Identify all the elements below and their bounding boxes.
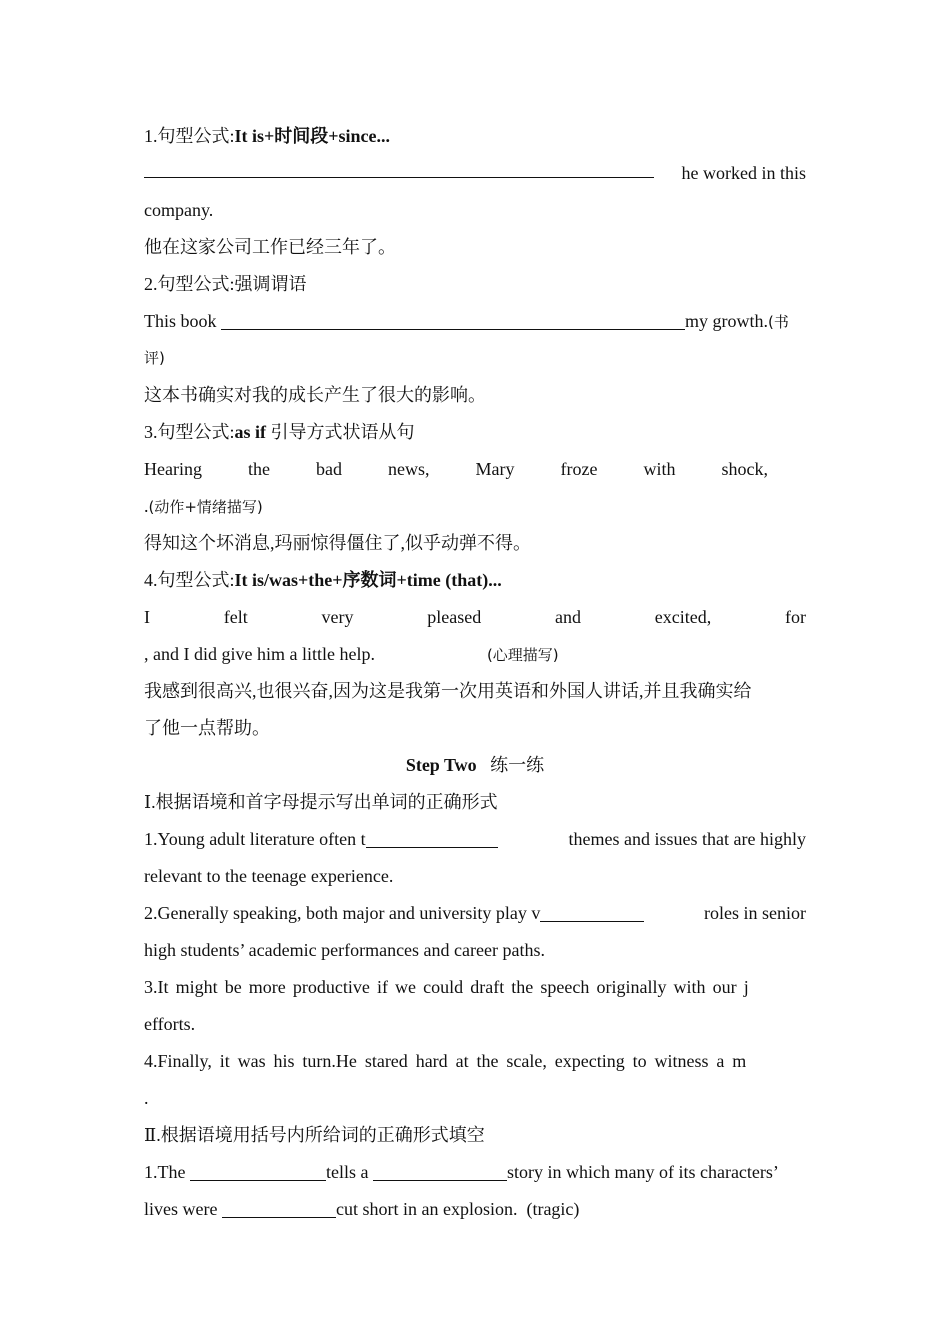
document-page (144, 118, 806, 1228)
section-1-title: Ⅰ.根据语境和首字母提示写出单词的正确形式 (144, 792, 498, 812)
answer-blank[interactable] (221, 307, 685, 330)
s1-item-2-cont: high students’ academic performances and career paths. (144, 940, 545, 960)
answer-blank[interactable] (373, 1158, 507, 1181)
q4-chinese-2: 了他一点帮助。 (144, 718, 270, 738)
q2-heading: 2.句型公式:强调谓语 (144, 274, 307, 294)
q3-sentence-line: Hearing the bad news, Mary froze with shock, (144, 459, 768, 479)
answer-blank[interactable] (190, 1158, 326, 1181)
q2-sentence-line: This book my growth.(书 (144, 303, 806, 340)
q4-sentence-cont: , and I did give him a little help. (心理描写) (144, 644, 559, 664)
s1-item-1-cont: relevant to the teenage experience. (144, 866, 394, 886)
s1-item-3-line: 3.It might be more productive if we could draft the speech originally with our j (144, 977, 749, 997)
s2-item-1-line: 1.The tells a story in which many of its characters’ (144, 1154, 806, 1191)
q3-chinese: 得知这个坏消息,玛丽惊得僵住了,似乎动弹不得。 (144, 533, 531, 553)
q1-chinese: 他在这家公司工作已经三年了。 (144, 237, 396, 257)
answer-blank[interactable] (222, 1195, 336, 1218)
q1-heading: 1.句型公式:It is+时间段+since... (144, 126, 391, 146)
answer-blank[interactable] (144, 155, 654, 178)
s1-item-1-line: 1.Young adult literature often t themes and issues that are highly (144, 821, 806, 858)
q2-chinese: 这本书确实对我的成长产生了很大的影响。 (144, 385, 486, 405)
q3-heading: 3.句型公式:as if 引导方式状语从句 (144, 422, 415, 442)
s1-item-4-cont: . (144, 1088, 149, 1108)
answer-blank[interactable] (540, 899, 644, 922)
q4-sentence-line: I felt very pleased and excited, for (144, 607, 806, 627)
step-two-title: Step Two 练一练 (405, 755, 545, 775)
q3-sentence-cont: .(动作+情绪描写) (144, 496, 263, 516)
s1-item-2-line: 2.Generally speaking, both major and university play v roles in senior (144, 895, 806, 932)
q4-heading: 4.句型公式:It is/was+the+序数词+time (that)... (144, 570, 502, 590)
q2-note-cont: 评) (144, 349, 165, 367)
s2-item-1-cont: lives were cut short in an explosion. (tragic) (144, 1191, 806, 1228)
s1-item-3-cont: efforts. (144, 1014, 196, 1034)
q4-chinese-1: 我感到很高兴,也很兴奋,因为这是我第一次用英语和外国人讲话,并且我确实给 (144, 681, 752, 701)
section-2-title: Ⅱ.根据语境用括号内所给词的正确形式填空 (144, 1125, 485, 1145)
s1-item-4-line: 4.Finally, it was his turn.He stared hard at the scale, expecting to witness a m (144, 1051, 747, 1071)
q1-sentence-cont: company. (144, 200, 214, 220)
q1-sentence-line: he worked in this (144, 155, 806, 192)
answer-blank[interactable] (366, 825, 498, 848)
